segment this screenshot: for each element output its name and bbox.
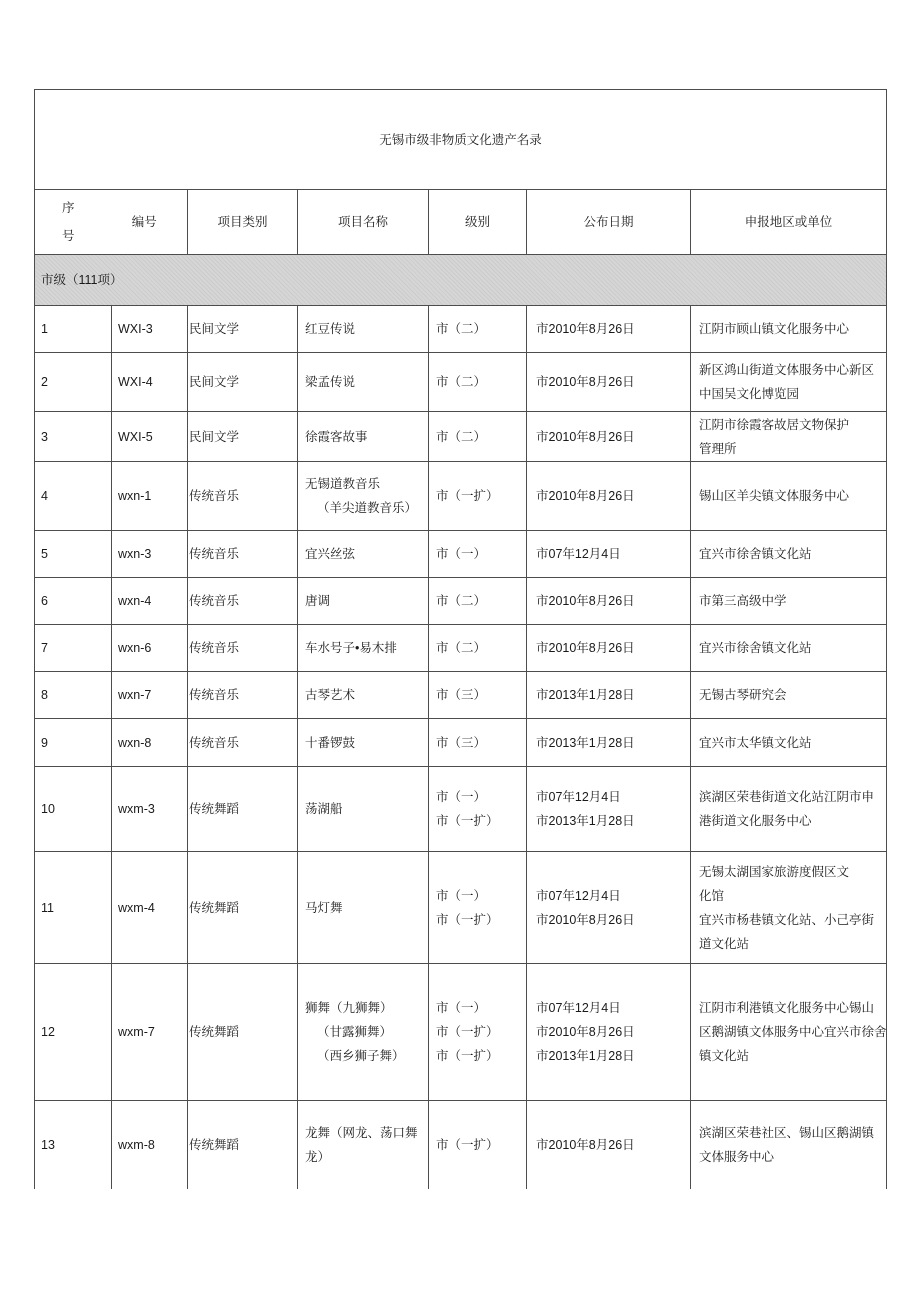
name-line: 唐调 (305, 594, 331, 608)
date-line: 市2010年8月26日 (536, 375, 635, 389)
level-line: 市（一扩） (436, 912, 499, 927)
cell-date (527, 353, 691, 412)
unit-line: 无锡古琴研究会 (699, 688, 787, 702)
cell-level (429, 719, 527, 767)
cell-seq: 6 (35, 578, 112, 625)
unit-line: 滨湖区荣巷社区、锡山区鹅湖镇 (699, 1125, 875, 1140)
date-line: 市07年12月4日 (536, 1001, 621, 1015)
name-line: 狮舞（九狮舞） (305, 1001, 393, 1015)
cell-level (429, 306, 527, 353)
date-line: 市07年12月4日 (536, 888, 621, 903)
level-line: 市（一扩） (436, 489, 499, 503)
document-title: 无锡市级非物质文化遗产名录 (35, 90, 887, 190)
cell-code: WXI-5 (112, 412, 188, 462)
cell-date (527, 306, 691, 353)
name-line: 车水号子•易木排 (305, 641, 397, 655)
cell-category: 民间文学 (188, 412, 298, 462)
name-line: （甘露狮舞） (317, 1025, 393, 1039)
header-seq (35, 190, 112, 255)
cell-code: wxn-1 (112, 462, 188, 531)
level-line: 市（一扩） (436, 1025, 499, 1039)
header-code: 编号 (112, 190, 188, 255)
name-line: （西乡狮子舞） (317, 1049, 405, 1063)
cell-seq: 4 (35, 462, 112, 531)
cell-date (527, 719, 691, 767)
header-category: 项目类别 (188, 190, 298, 255)
cell-unit (691, 672, 887, 719)
cell-code: wxn-4 (112, 578, 188, 625)
cell-name (298, 578, 429, 625)
unit-line: 化馆 (699, 888, 725, 903)
table-row (35, 767, 887, 852)
name-line: 徐霞客故事 (305, 429, 368, 444)
cell-date (527, 578, 691, 625)
cell-date (527, 1101, 691, 1189)
unit-line: 江阴市顾山镇文化服务中心 (699, 322, 850, 336)
table-row (35, 462, 887, 531)
cell-code: wxn-7 (112, 672, 188, 719)
cell-name (298, 719, 429, 767)
cell-date (527, 964, 691, 1101)
cell-category: 传统音乐 (188, 719, 298, 767)
cell-name (298, 531, 429, 578)
cell-category: 传统音乐 (188, 578, 298, 625)
cell-name (298, 306, 429, 353)
cell-code: wxm-4 (112, 852, 188, 964)
cell-code: wxm-7 (112, 964, 188, 1101)
header-seq-line: 号 (61, 229, 75, 243)
unit-line: 宜兴市杨巷镇文化站、小己亭街 (699, 912, 875, 927)
level-line: 市（二） (436, 429, 487, 444)
cell-name (298, 462, 429, 531)
cell-unit (691, 462, 887, 531)
unit-line: 中国吴文化博览园 (699, 387, 800, 401)
unit-line: 锡山区羊尖镇文体服务中心 (699, 489, 850, 503)
level-line: 市（一） (436, 547, 487, 561)
name-line: 龙舞（网龙、荡口舞 (305, 1125, 418, 1140)
unit-line: 港街道文化服务中心 (699, 814, 812, 828)
section-row (35, 255, 887, 306)
table-row (35, 1101, 887, 1189)
cell-name (298, 625, 429, 672)
level-line: 市（二） (436, 322, 487, 336)
cell-date (527, 531, 691, 578)
date-line: 市2010年8月26日 (536, 489, 635, 503)
cell-code: wxm-8 (112, 1101, 188, 1189)
date-line: 市2013年1月28日 (536, 735, 635, 750)
header-row (35, 190, 887, 255)
cell-category: 民间文学 (188, 353, 298, 412)
date-line: 市2013年1月28日 (536, 814, 635, 828)
cell-unit (691, 412, 887, 462)
cell-name (298, 767, 429, 852)
unit-line: 宜兴市徐舍镇文化站 (699, 641, 812, 655)
cell-category: 传统舞蹈 (188, 767, 298, 852)
cell-unit (691, 625, 887, 672)
table-row (35, 578, 887, 625)
unit-line: 宜兴市太华镇文化站 (699, 735, 812, 750)
cell-seq: 13 (35, 1101, 112, 1189)
name-line: 红豆传说 (305, 322, 356, 336)
cell-level (429, 672, 527, 719)
title-row (35, 90, 887, 190)
unit-line: 新区鸿山街道文体服务中心新区 (699, 363, 875, 377)
date-line: 市2010年8月26日 (536, 322, 635, 336)
name-line: 古琴艺术 (305, 688, 356, 702)
cell-seq: 11 (35, 852, 112, 964)
table-row (35, 306, 887, 353)
cell-level (429, 852, 527, 964)
level-line: 市（三） (436, 735, 487, 750)
cell-seq: 5 (35, 531, 112, 578)
cell-seq: 1 (35, 306, 112, 353)
date-line: 市2013年1月28日 (536, 688, 635, 702)
cell-code: wxn-8 (112, 719, 188, 767)
cell-code: WXI-3 (112, 306, 188, 353)
table-row (35, 625, 887, 672)
cell-level (429, 625, 527, 672)
cell-unit (691, 531, 887, 578)
cell-unit (691, 719, 887, 767)
table-row (35, 531, 887, 578)
level-line: 市（一扩） (436, 1137, 499, 1152)
unit-line: 管理所 (699, 441, 737, 456)
cell-seq: 8 (35, 672, 112, 719)
cell-seq: 7 (35, 625, 112, 672)
cell-code: WXI-4 (112, 353, 188, 412)
cell-name (298, 1101, 429, 1189)
heritage-table (34, 89, 887, 1189)
name-line: 荡湖船 (305, 802, 343, 816)
cell-date (527, 852, 691, 964)
date-line: 市2010年8月26日 (536, 429, 635, 444)
cell-unit (691, 306, 887, 353)
cell-seq: 10 (35, 767, 112, 852)
cell-date (527, 767, 691, 852)
date-line: 市2010年8月26日 (536, 912, 635, 927)
date-line: 市2010年8月26日 (536, 1025, 635, 1039)
unit-line: 江阴市徐霞客故居文物保护 (699, 417, 850, 432)
level-line: 市（一扩） (436, 814, 499, 828)
cell-seq: 12 (35, 964, 112, 1101)
cell-seq: 2 (35, 353, 112, 412)
unit-line: 宜兴市徐舍镇文化站 (699, 547, 812, 561)
cell-unit (691, 964, 887, 1101)
name-line: 十番锣鼓 (305, 735, 356, 750)
cell-name (298, 412, 429, 462)
level-line: 市（一） (436, 888, 487, 903)
cell-level (429, 531, 527, 578)
cell-unit (691, 852, 887, 964)
cell-category: 传统音乐 (188, 531, 298, 578)
cell-unit (691, 578, 887, 625)
date-line: 市2013年1月28日 (536, 1049, 635, 1063)
table-row (35, 852, 887, 964)
level-line: 市（二） (436, 594, 487, 608)
cell-level (429, 462, 527, 531)
date-line: 市07年12月4日 (536, 547, 621, 561)
cell-category: 传统舞蹈 (188, 1101, 298, 1189)
table-row (35, 672, 887, 719)
cell-level (429, 412, 527, 462)
cell-category: 传统舞蹈 (188, 964, 298, 1101)
cell-unit (691, 767, 887, 852)
date-line: 市07年12月4日 (536, 790, 621, 804)
header-level: 级别 (429, 190, 527, 255)
cell-category: 民间文学 (188, 306, 298, 353)
level-line: 市（二） (436, 375, 487, 389)
cell-name (298, 353, 429, 412)
level-line: 市（一） (436, 790, 487, 804)
date-line: 市2010年8月26日 (536, 594, 635, 608)
cell-code: wxm-3 (112, 767, 188, 852)
cell-level (429, 1101, 527, 1189)
cell-unit (691, 353, 887, 412)
cell-date (527, 462, 691, 531)
table-row (35, 719, 887, 767)
cell-category: 传统音乐 (188, 462, 298, 531)
header-name: 项目名称 (298, 190, 429, 255)
table-row (35, 353, 887, 412)
name-line: 无锡道教音乐 (305, 477, 381, 491)
cell-category: 传统音乐 (188, 625, 298, 672)
unit-line: 无锡太湖国家旅游度假区文 (699, 864, 850, 879)
cell-code: wxn-3 (112, 531, 188, 578)
level-line: 市（一扩） (436, 1049, 499, 1063)
cell-seq: 3 (35, 412, 112, 462)
cell-level (429, 353, 527, 412)
cell-name (298, 852, 429, 964)
header-date: 公布日期 (527, 190, 691, 255)
unit-line: 区鹅湖镇文体服务中心宜兴市徐舍 (699, 1025, 887, 1039)
cell-level (429, 964, 527, 1101)
level-line: 市（一） (436, 1001, 487, 1015)
cell-code: wxn-6 (112, 625, 188, 672)
header-seq-line: 序 (61, 201, 75, 215)
unit-line: 市第三高级中学 (699, 594, 787, 608)
unit-line: 江阴市利港镇文化服务中心锡山 (699, 1001, 875, 1015)
unit-line: 镇文化站 (699, 1049, 750, 1063)
unit-line: 道文化站 (699, 936, 750, 951)
cell-level (429, 767, 527, 852)
unit-line: 文体服务中心 (699, 1149, 775, 1164)
table-row (35, 412, 887, 462)
cell-unit (691, 1101, 887, 1189)
cell-date (527, 412, 691, 462)
unit-line: 滨湖区荣巷街道文化站江阴市申 (699, 790, 875, 804)
section-label: 市级（111项） (35, 255, 887, 306)
cell-category: 传统音乐 (188, 672, 298, 719)
cell-date (527, 625, 691, 672)
name-line: 梁孟传说 (305, 375, 356, 389)
cell-date (527, 672, 691, 719)
header-unit: 申报地区或单位 (691, 190, 887, 255)
cell-level (429, 578, 527, 625)
date-line: 市2010年8月26日 (536, 1137, 635, 1152)
cell-name (298, 964, 429, 1101)
name-line: 宜兴丝弦 (305, 547, 356, 561)
cell-category: 传统舞蹈 (188, 852, 298, 964)
table-row (35, 964, 887, 1101)
name-line: 马灯舞 (305, 900, 343, 915)
level-line: 市（二） (436, 641, 487, 655)
cell-seq: 9 (35, 719, 112, 767)
date-line: 市2010年8月26日 (536, 641, 635, 655)
level-line: 市（三） (436, 688, 487, 702)
name-line: 龙） (305, 1149, 331, 1164)
name-line: （羊尖道教音乐） (317, 501, 418, 515)
cell-name (298, 672, 429, 719)
